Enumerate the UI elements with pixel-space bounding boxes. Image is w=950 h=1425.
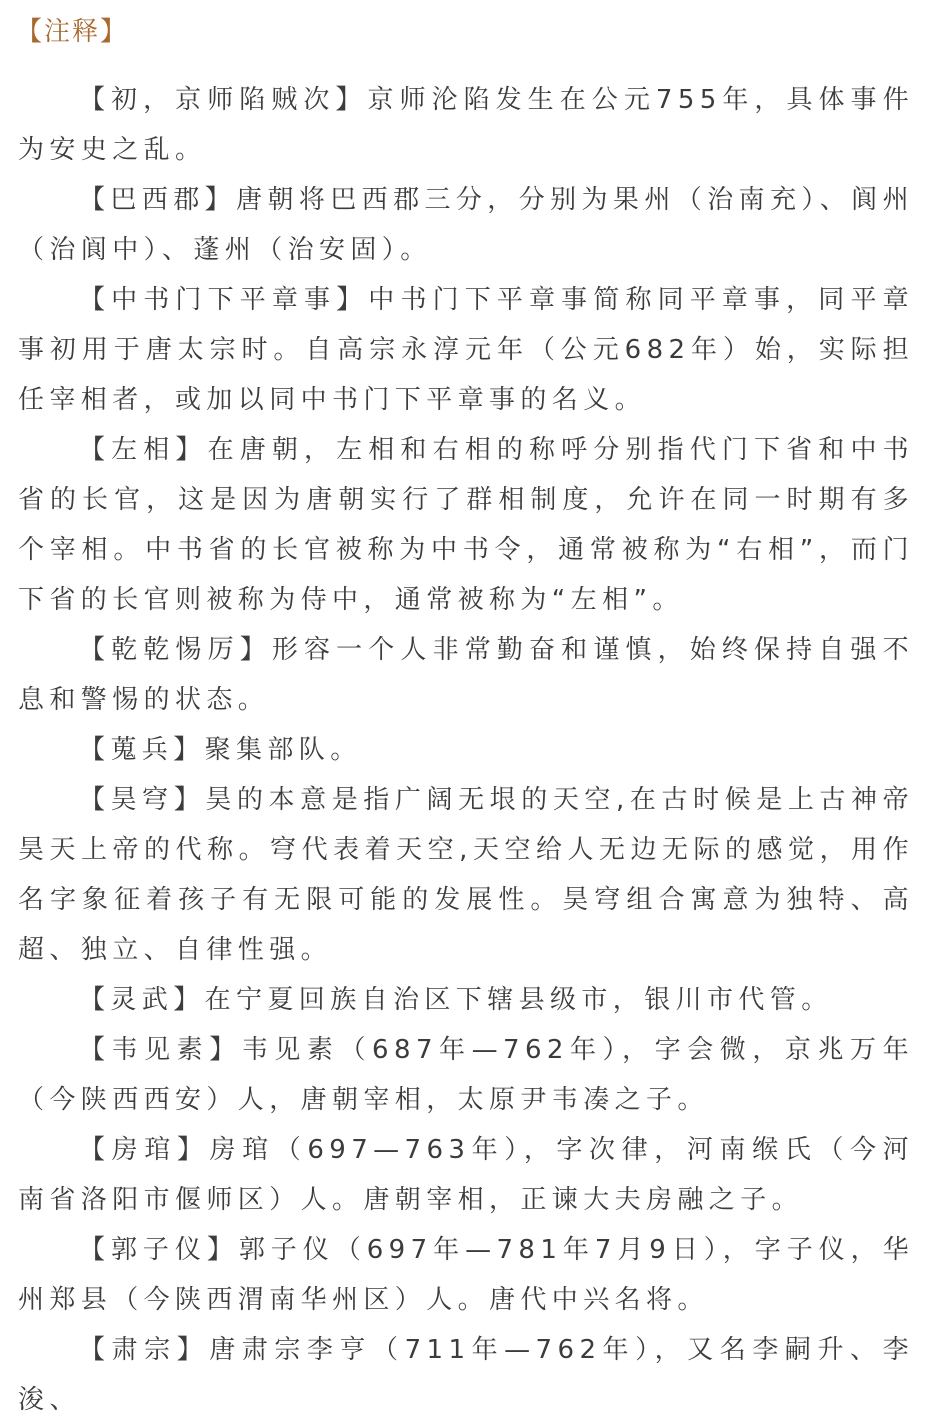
note-paragraph: [18, 75, 914, 175]
note-text: 昊的本意是指广阔无垠的天空,在古时候是上古神帝昊天上帝的代称。穹代表着天空,天空给人无边无际的感觉，用作名字象征着孩子有无限可能的发展性。昊穹组合寓意为独特、高超、独立、自律性强。: [18, 785, 914, 965]
note-text: 唐朝将巴西郡三分，分别为果州（治南充）、阆州（治阆中）、蓬州（治安固）。: [18, 185, 914, 265]
note-text: 在宁夏回族自治区下辖县级市，银川市代管。: [204, 985, 833, 1015]
note-term: 【灵武】: [79, 985, 205, 1015]
note-term: 【巴西郡】: [79, 185, 237, 215]
note-text: 中书门下平章事简称同平章事，同平章事初用于唐太宗时。自高宗永淳元年（公元682年）始，实际担任宰相者，或加以同中书门下平章事的名义。: [18, 285, 914, 415]
notes-heading: 【注释】: [16, 17, 129, 47]
note-paragraph: [18, 275, 914, 425]
note-paragraph: [18, 1025, 914, 1125]
note-paragraph: [18, 425, 914, 625]
note-term: 【乾乾惕厉】: [79, 635, 272, 665]
note-paragraph: [18, 1225, 914, 1325]
note-text: 房琯（697—763年），字次律，河南缑氏（今河南省洛阳市偃师区）人。唐朝宰相，正谏大夫房融之子。: [18, 1135, 914, 1215]
note-text: 郭子仪（697年—781年7月9日），字子仪，华州郑县（今陕西渭南华州区）人。唐代中兴名将。: [18, 1235, 914, 1315]
note-paragraph: [18, 175, 914, 275]
note-term: 【中书门下平章事】: [79, 285, 369, 315]
note-paragraph: [18, 1125, 914, 1225]
note-term: 【左相】: [79, 435, 208, 465]
note-term: 【昊穹】: [79, 785, 206, 815]
note-term: 【蒐兵】: [79, 735, 205, 765]
note-paragraph: [18, 1325, 914, 1425]
note-text: 韦见素（687年—762年），字会微，京兆万年（今陕西西安）人，唐朝宰相，太原尹韦凑之子。: [18, 1035, 914, 1115]
note-paragraph: [18, 725, 914, 775]
note-text: 唐肃宗李亨（711年—762年），又名李嗣升、李浚、: [18, 1335, 914, 1415]
notes-list: [18, 75, 914, 1425]
note-term: 【初，京师陷贼次】: [79, 85, 368, 115]
note-text: 京师沦陷发生在公元755年，具体事件为安史之乱。: [18, 85, 914, 165]
note-term: 【房琯】: [79, 1135, 210, 1165]
note-text: 形容一个人非常勤奋和谨慎，始终保持自强不息和警惕的状态。: [18, 635, 914, 715]
note-text: 在唐朝，左相和右相的称呼分别指代门下省和中书省的长官，这是因为唐朝实行了群相制度，允许在同一时期有多个宰相。中书省的长官被称为中书令，通常被称为“右相”，而门下省的长官则被称为侍中，通常被称为“左相”。: [18, 435, 914, 615]
note-term: 【郭子仪】: [79, 1235, 239, 1265]
note-term: 【韦见素】: [79, 1035, 242, 1065]
note-text: 聚集部队。: [204, 735, 362, 765]
note-paragraph: [18, 975, 914, 1025]
note-paragraph: [18, 775, 914, 975]
note-paragraph: [18, 625, 914, 725]
note-term: 【肃宗】: [79, 1335, 210, 1365]
